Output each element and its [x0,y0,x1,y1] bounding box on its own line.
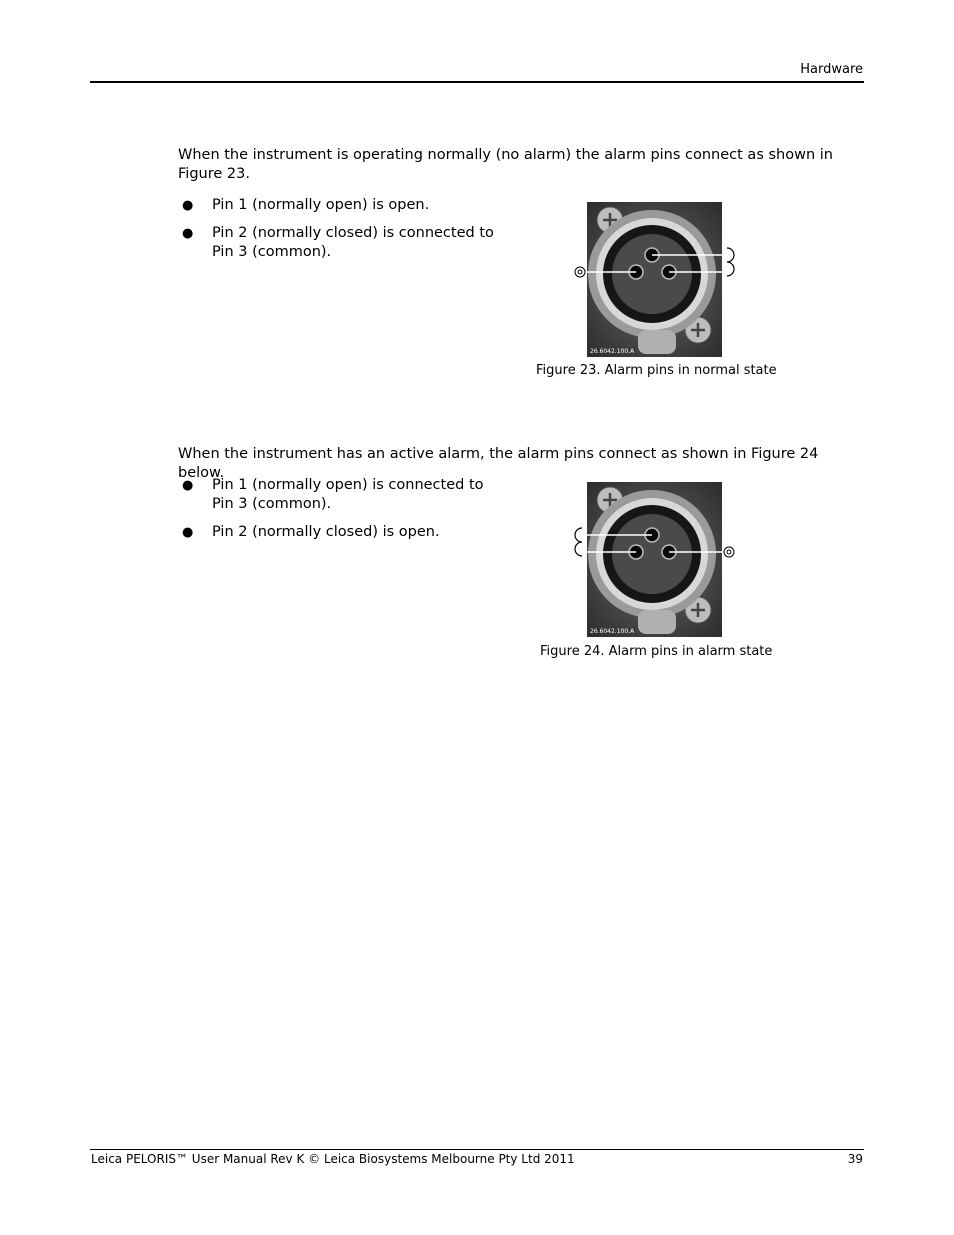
running-header: Hardware [800,62,863,77]
bullet-dot-icon: ● [182,198,194,213]
figure-24-connector-photo [570,480,738,640]
header-rule [90,81,864,83]
list-item: ● Pin 1 (normally open) is open. [182,197,430,213]
figure-24-caption: Figure 24. Alarm pins in alarm state [540,644,773,659]
page-number: 39 [847,1152,863,1166]
svg-text:26.6042.100.A: 26.6042.100.A [590,628,635,635]
bullet-dot-icon: ● [182,478,194,493]
alarm-intro: When the instrument has an active alarm, the alarm pins connect as shown in Figure 24 below. [178,446,819,481]
list-item: ● Pin 2 (normally closed) is open. [182,524,440,540]
list-item: ● Pin 1 (normally open) is connected to Pin 3 (common). [182,477,484,512]
alarm-bullet-list [178,476,508,551]
footer-rule [90,1149,864,1150]
normal-bullet-list [178,196,508,271]
figure-23-connector-photo [570,200,738,360]
list-item: ● Pin 2 (normally closed) is connected to Pin 3 (common). [182,225,494,260]
bullet-dot-icon: ● [182,226,194,241]
svg-text:26.6042.100.A: 26.6042.100.A [590,348,635,355]
bullet-dot-icon: ● [182,525,194,540]
figure-23-caption: Figure 23. Alarm pins in normal state [536,363,777,378]
footer-copyright: Leica PELORIS™ User Manual Rev K © Leica Biosystems Melbourne Pty Ltd 2011 [91,1152,575,1166]
normal-intro: When the instrument is operating normally (no alarm) the alarm pins connect as shown in Figure 23. [178,147,833,182]
